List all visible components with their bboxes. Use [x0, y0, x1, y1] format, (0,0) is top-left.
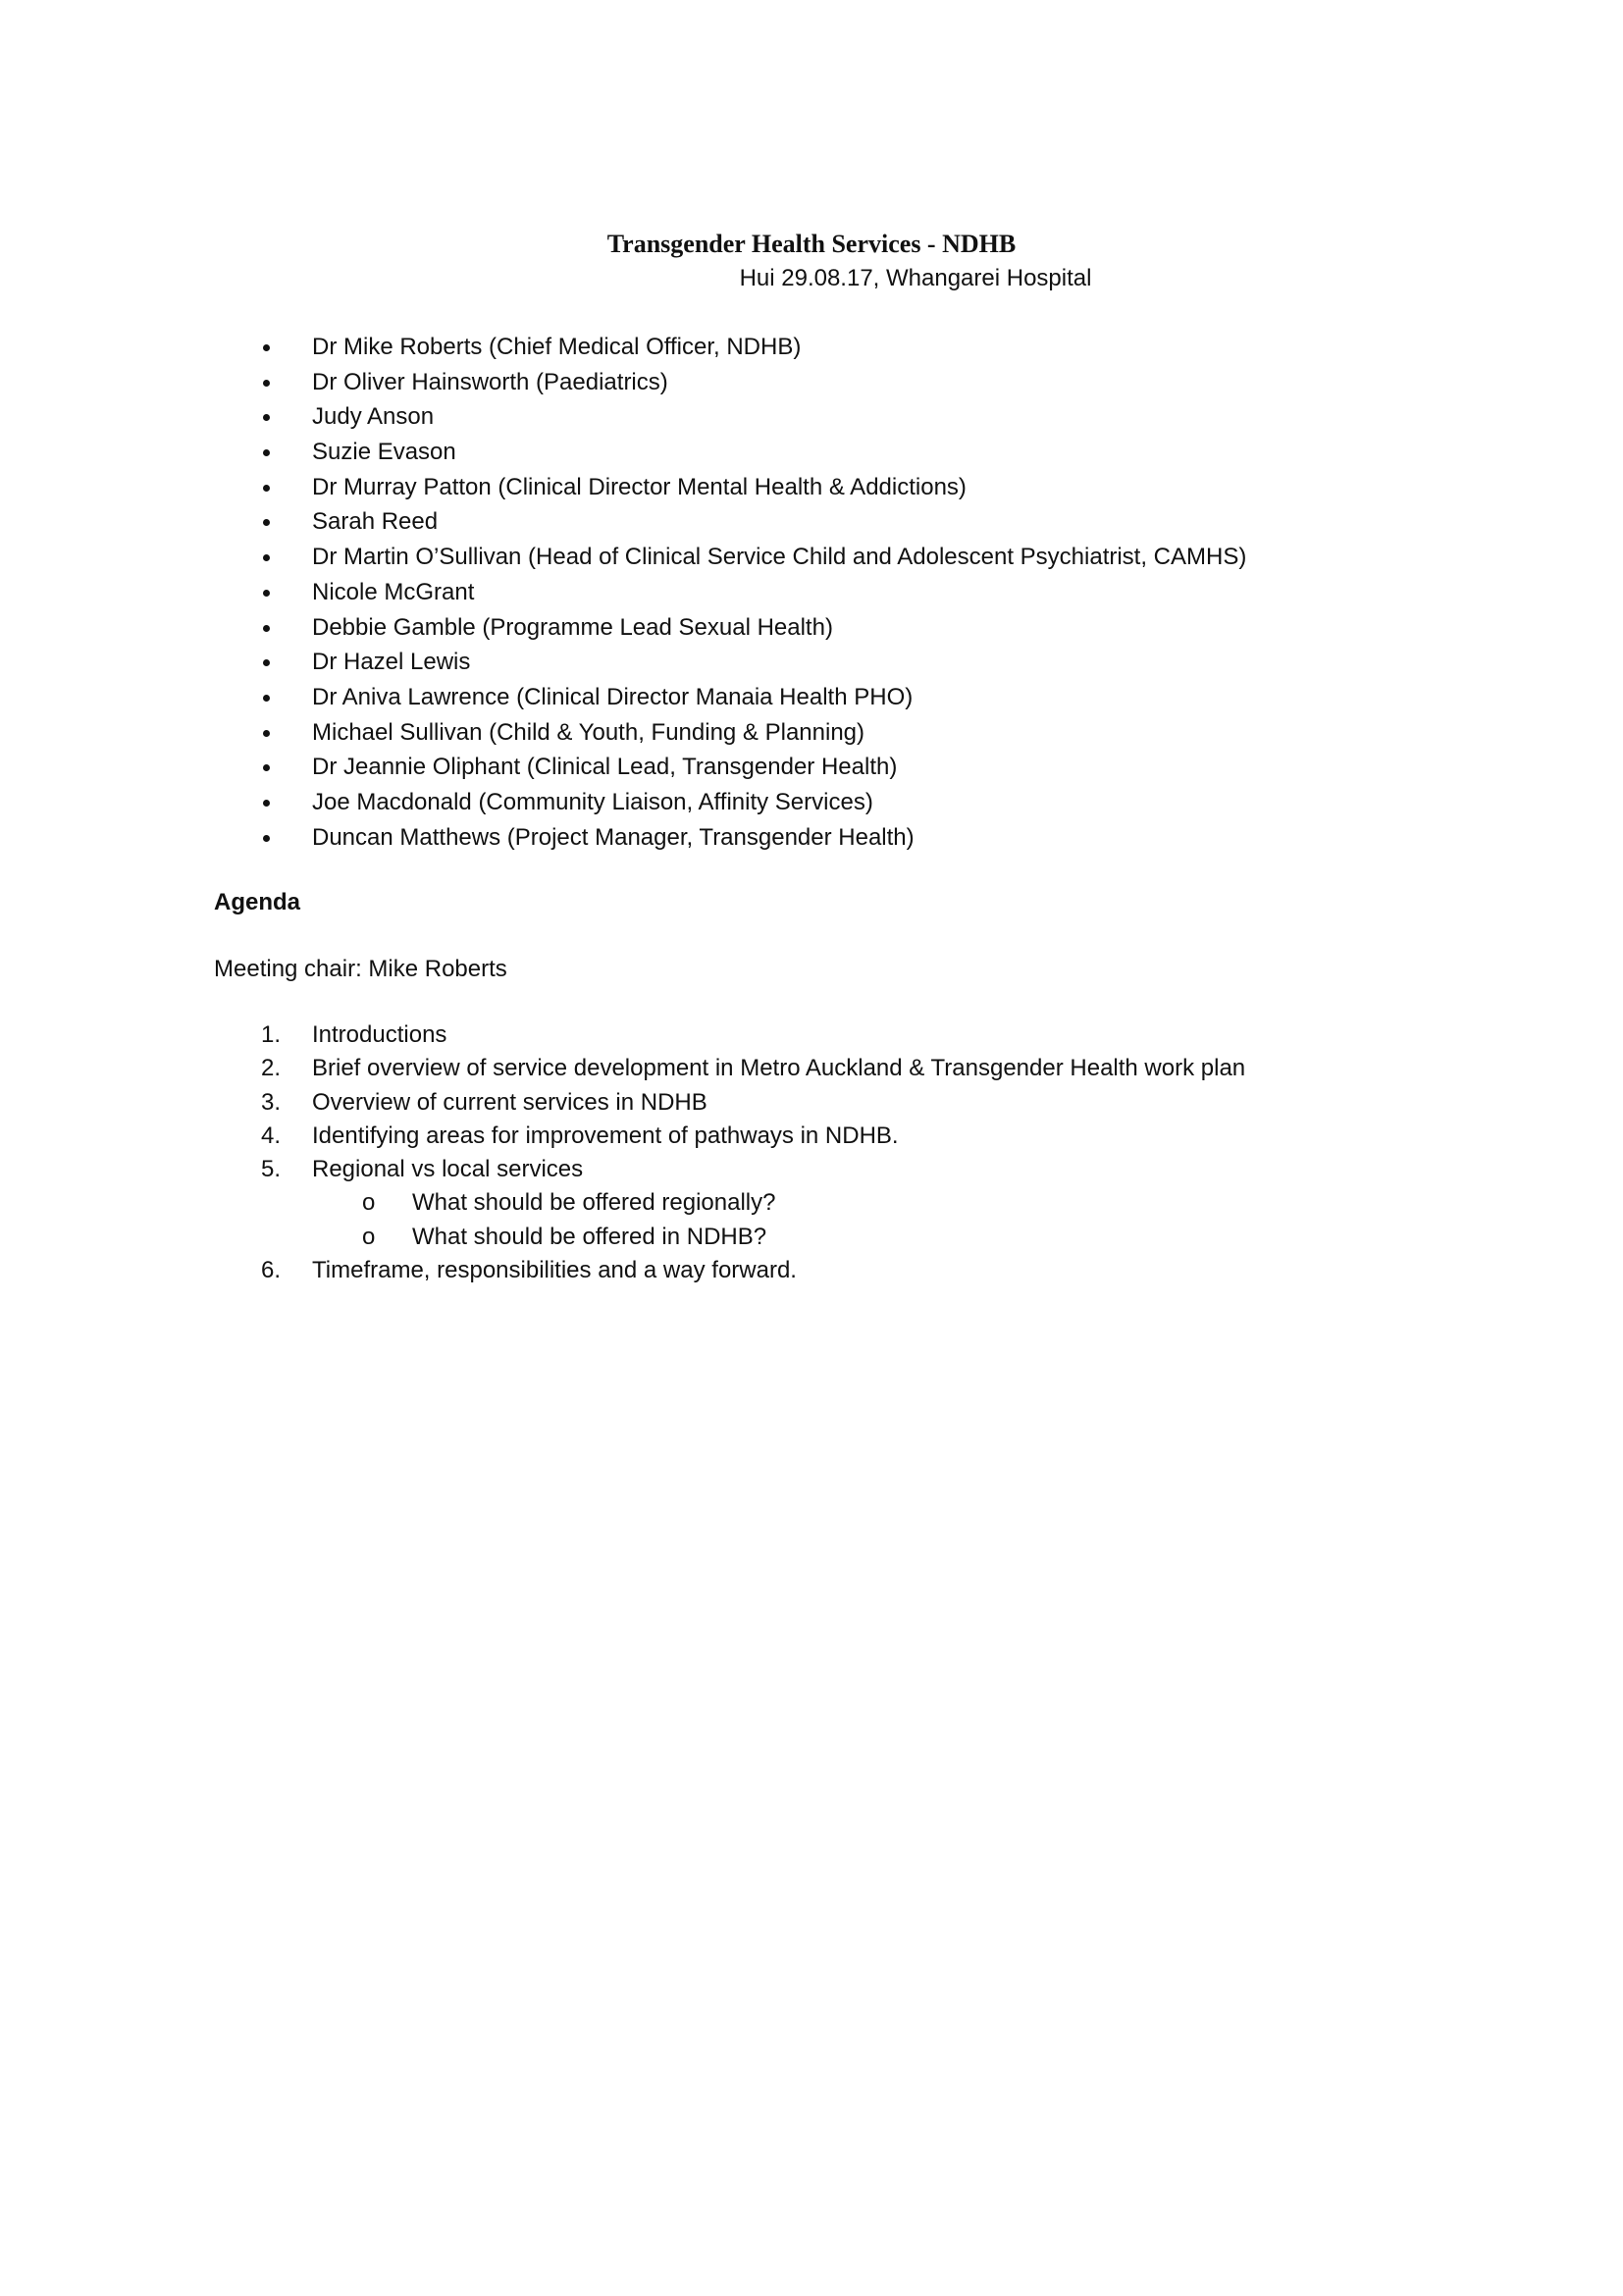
meeting-chair: Meeting chair: Mike Roberts: [214, 956, 507, 982]
bullet-icon: [263, 764, 270, 771]
circle-bullet-icon: o: [362, 1189, 376, 1217]
bullet-icon: [263, 344, 270, 351]
bullet-icon: [263, 625, 270, 632]
bullet-icon: [263, 835, 270, 842]
bullet-icon: [263, 695, 270, 702]
agenda-item-number: 3.: [261, 1088, 282, 1116]
bullet-icon: [263, 554, 270, 561]
agenda-item-text: Regional vs local services: [312, 1156, 584, 1183]
document-page: Transgender Health Services - NDHB Hui 29.08.17, Whangarei Hospital Dr Mike Roberts (Chief Medical Officer, NDHB) Dr Oliver Hainsworth (Paediatrics) Judy Anson Suzie Evason Dr Murray Patton (Clinical Director Mental Health & Addictions) Sarah Reed Dr Martin O’Sullivan (Head of Clinical Service Child and Adolescent Psychiatrist, CAMHS) Nicole McGrant Debbie Gamble (Programme Lead Sexual Health) Dr Hazel Lewis Dr Aniva Lawrence (Clinical Director Manaia Health PHO) Michael Sullivan (Child & Youth, Funding & Planning) Dr Jeannie Oliphant (Clinical Lead, Transgender Health) Joe Macdonald (Community Liaison, Affinity Services) Duncan Matthews (Project Manager, Transgender Health) Agenda Meeting chair: Mike Roberts 1. Introductions 2. Brief overview of service development in Metro Auckland & Transgender Health work plan 3. Overview of current services in NDHB 4. Identifying areas for improvement of pathways in NDHB. 5. Regional vs local services o What should be offered regionally? o What should be offered in NDHB? 6. Timeframe, responsibilities and a way forward.: [0, 0, 1623, 2296]
agenda-item-number: 6.: [261, 1257, 282, 1284]
bullet-icon: [263, 730, 270, 737]
agenda-item-text: Timeframe, responsibilities and a way forward.: [312, 1257, 797, 1284]
agenda-item-text: Identifying areas for improvement of pathways in NDHB.: [312, 1122, 899, 1149]
bullet-icon: [263, 800, 270, 807]
agenda-heading: Agenda: [214, 889, 301, 915]
agenda-subitem-text: What should be offered in NDHB?: [412, 1223, 767, 1250]
bullet-icon: [263, 590, 270, 597]
circle-bullet-icon: o: [362, 1223, 376, 1250]
agenda-item-text: Overview of current services in NDHB: [312, 1088, 707, 1116]
bullet-icon: [263, 659, 270, 666]
bullet-icon: [263, 380, 270, 387]
agenda-item-number: 1.: [261, 1021, 282, 1048]
document-subtitle: Hui 29.08.17, Whangarei Hospital: [739, 265, 1092, 291]
agenda-subitem-text: What should be offered regionally?: [412, 1189, 776, 1217]
agenda-item-text: Brief overview of service development in Metro Auckland & Transgender Health work plan: [312, 1055, 1246, 1082]
bullet-icon: [263, 485, 270, 492]
agenda-item-text: Introductions: [312, 1021, 447, 1048]
bullet-icon: [263, 414, 270, 421]
document-title: Transgender Health Services - NDHB: [606, 230, 1017, 258]
agenda-item-number: 4.: [261, 1122, 282, 1149]
bullet-icon: [263, 519, 270, 526]
agenda-item-number: 2.: [261, 1055, 282, 1082]
agenda-item-number: 5.: [261, 1156, 282, 1183]
bullet-icon: [263, 449, 270, 456]
